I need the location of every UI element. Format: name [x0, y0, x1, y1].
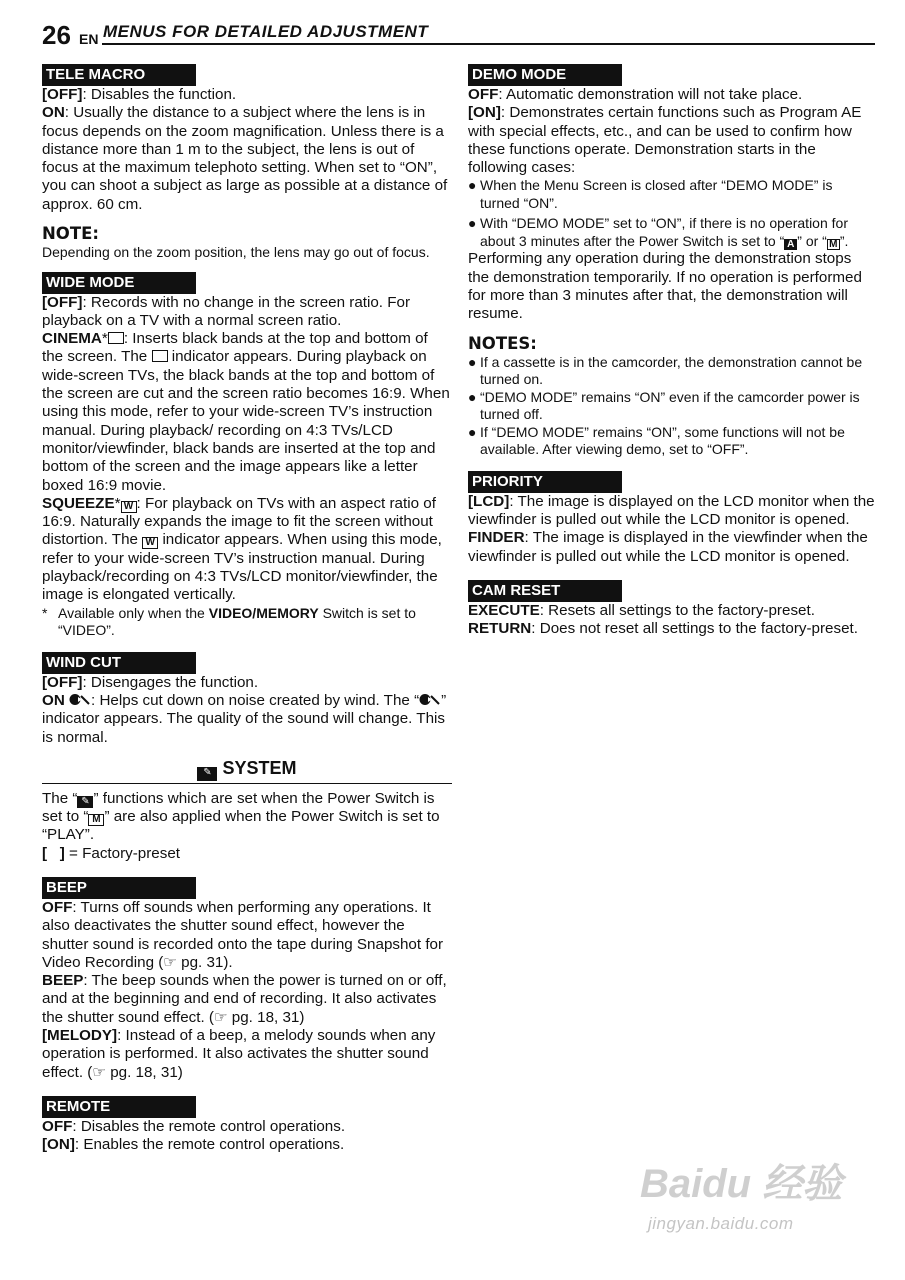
- note-text: Depending on the zoom position, the lens may go out of focus.: [42, 244, 430, 261]
- option-key: SQUEEZE: [42, 494, 115, 512]
- cam-reset-heading: CAM RESET: [468, 580, 622, 602]
- priority-finder: [468, 529, 876, 566]
- footnote: [42, 605, 452, 640]
- option-text: : Instead of a beep, a melody sounds when any operation is performed. It also activates the shutter sound effect. (☞ pg. 18, 31): [42, 1027, 436, 1081]
- beep-beep: [42, 972, 452, 1027]
- asterisk: *: [42, 604, 48, 621]
- header-rule: [102, 43, 875, 45]
- bullet-icon: ●: [468, 177, 477, 194]
- option-key: OFF: [468, 86, 499, 103]
- option-text: indicator appears. When using this mode, refer to your wide-screen TV’s instruction manual. During playback/recording on 4:3 TVs/LCD monitor/viewfinder, the image is elongated vertically.: [42, 531, 442, 604]
- option-key: [ON]: [42, 1136, 75, 1154]
- wide-mode-squeeze: [42, 495, 452, 605]
- wind-cut-on: [42, 692, 452, 747]
- right-column: [468, 64, 876, 638]
- option-text: : The image is displayed in the viewfinder when the viewfinder is pulled out while the LCD monitor is opened.: [468, 529, 868, 565]
- option-text: : Helps cut down on noise created by wind. The “: [91, 691, 420, 709]
- option-key: OFF: [42, 1117, 73, 1135]
- left-column: [42, 64, 452, 1155]
- watermark-url: jingyan.baidu.com: [648, 1214, 794, 1233]
- wind-cut-heading: WIND CUT: [42, 652, 196, 674]
- remote-off: [42, 1118, 452, 1136]
- demo-bullet: ● With “DEMO MODE” set to “ON”, if there is no operation for about 3 minutes after the Power Switch is set to “ A ” or “ M ”.: [468, 215, 849, 250]
- option-key: FINDER: [468, 529, 525, 547]
- cam-reset-return: [468, 620, 876, 638]
- footnote-text: Available only when the: [58, 604, 205, 621]
- tele-macro-heading: TELE MACRO: [42, 64, 196, 86]
- wide-mode-heading: WIDE MODE: [42, 272, 196, 294]
- asterisk: *: [114, 494, 121, 512]
- footnote-text: Switch is set to “VIDEO”.: [58, 604, 416, 639]
- legend-text: = Factory-preset: [64, 844, 180, 862]
- asterisk: *: [101, 330, 108, 348]
- wind-cut-off: [42, 674, 452, 692]
- remote-on: [42, 1136, 452, 1154]
- system-heading-text: SYSTEM: [222, 757, 297, 778]
- cam-reset-execute: [468, 602, 876, 620]
- page-number: 26: [42, 20, 71, 50]
- beep-heading: BEEP: [42, 877, 196, 899]
- option-key: [OFF]: [42, 673, 83, 691]
- note-heading: NOTE:: [42, 224, 99, 244]
- option-key: ON: [42, 691, 65, 709]
- option-key: [MELODY]: [42, 1027, 118, 1045]
- bullet-icon: ●: [468, 215, 477, 232]
- system-heading: [42, 757, 452, 784]
- option-text: : Enables the remote control operations.: [74, 1136, 345, 1154]
- squeeze-mode-icon: W: [142, 537, 158, 549]
- language-code: EN: [79, 31, 99, 47]
- option-key: ON: [42, 104, 65, 122]
- watermark-logo: Baidu 经验: [640, 1162, 843, 1206]
- beep-melody: [42, 1027, 452, 1082]
- remote-heading: REMOTE: [42, 1096, 196, 1118]
- option-text: : Usually the distance to a subject where the lens is in focus depends on the zoom magnification. Unless there is a distance more than 1 m to the subject, the lens is out of focus at the maximum telephoto setting. When set to “ON”, you can shoot a subject as large as possible at a distance of approx. 60 cm.: [42, 104, 448, 213]
- option-key: EXECUTE: [468, 601, 540, 619]
- option-key: [OFF]: [42, 293, 83, 311]
- squeeze-mode-icon: W: [121, 501, 137, 513]
- page-header: [42, 18, 875, 48]
- option-key: [ON]: [468, 104, 501, 122]
- demo-bullet: ● When the Menu Screen is closed after “DEMO MODE” is turned “ON”.: [468, 177, 833, 211]
- system-intro: The “ ✎ ” functions which are set when the Power Switch is set to “ M ” are also applied when the Power Switch is set to “PLAY”.: [42, 789, 440, 844]
- page-title: MENUS FOR DETAILED ADJUSTMENT: [103, 22, 429, 41]
- option-text: : Disengages the function.: [82, 673, 259, 691]
- option-text: : Demonstrates certain functions such as Program AE with special effects, etc., and can be used to confirm how these functions operate. Demonstration starts in the following cases:: [468, 104, 862, 177]
- priority-lcd: [468, 493, 876, 530]
- option-key: [LCD]: [468, 492, 510, 510]
- legend-key: [ ]: [42, 844, 65, 862]
- beep-off: [42, 899, 452, 972]
- option-text: : Automatic demonstration will not take place.: [498, 86, 803, 103]
- option-text: : The image is displayed on the LCD monitor when the viewfinder is pulled out while the LCD monitor is opened.: [468, 492, 875, 528]
- manual-mode-icon: M: [88, 814, 104, 826]
- option-text: indicator appears. During playback on wide-screen TVs, the black bands at the top and bottom of the screen are cut and the screen ratio becomes 16:9. When using this mode, refer to your wide-screen TV’s instruction manual. During playback/ recording on 4:3 TVs/LCD monitor/viewfinder, black bands are inserted at the top and bottom of the screen and the image appears like a letter boxed 16:9 movie.: [42, 348, 450, 494]
- option-text: : Inserts black bands at the top and bottom of the screen. The: [42, 330, 428, 366]
- tele-macro-on: [42, 104, 452, 214]
- option-key: [OFF]: [42, 86, 83, 103]
- demo-mode-off: [468, 86, 876, 104]
- system-menu-icon: ✎: [197, 767, 217, 781]
- note-item: ● If a cassette is in the camcorder, the demonstration cannot be turned on.: [468, 353, 863, 388]
- system-menu-icon: ✎: [77, 796, 93, 808]
- option-key: CINEMA: [42, 330, 102, 348]
- wind-cut-icon: [419, 693, 441, 706]
- option-text: : Disables the function.: [82, 86, 237, 103]
- option-text: : Resets all settings to the factory-preset.: [539, 601, 815, 619]
- wind-cut-icon: [69, 693, 91, 706]
- option-text: : Turns off sounds when performing any operations. It also deactivates the shutter sound effect, however the shutter sound is recorded onto the tape during Snapshot for Video Recording (☞ pg. 31).: [42, 899, 444, 971]
- option-key: RETURN: [468, 620, 532, 638]
- option-text: : The beep sounds when the power is turned on or off, and at the beginning and end of recording. It also activates the shutter sound effect. (☞ pg. 18, 31): [42, 972, 447, 1026]
- manual-mode-icon: M: [827, 239, 840, 250]
- wide-mode-cinema: [42, 330, 452, 495]
- bullet-icon: ●: [468, 353, 477, 370]
- note-item: ● If “DEMO MODE” remains “ON”, some functions will not be available. After viewing demo, set to “OFF”.: [468, 423, 845, 458]
- note-item: ● “DEMO MODE” remains “ON” even if the camcorder power is turned off.: [468, 388, 860, 423]
- footnote-switch: VIDEO/MEMORY: [208, 604, 319, 621]
- factory-preset-legend: [42, 845, 452, 863]
- option-text: : Does not reset all settings to the factory-preset.: [531, 620, 858, 638]
- option-text: ” indicator appears. The quality of the sound will change. This is normal.: [42, 691, 447, 746]
- option-text: : Records with no change in the screen ratio. For playback on a TV with a normal screen ratio.: [42, 293, 411, 329]
- demo-after-text: Performing any operation during the demonstration stops the demonstration temporarily. If no operation is performed for more than 3 minutes after that, the demonstration will resume.: [468, 250, 862, 323]
- wide-mode-off: [42, 294, 452, 331]
- auto-mode-icon: A: [784, 239, 797, 250]
- watermark: [640, 1150, 870, 1250]
- notes-heading: NOTES:: [468, 333, 537, 353]
- cinema-mode-icon: [152, 350, 168, 362]
- demo-mode-on: [468, 104, 876, 177]
- option-key: OFF: [42, 899, 73, 916]
- option-text: : For playback on TVs with an aspect ratio of 16:9. Naturally expands the image to fit the screen without distortion. The: [42, 494, 436, 549]
- cinema-mode-icon: [108, 332, 124, 344]
- tele-macro-off: [42, 86, 452, 104]
- bullet-icon: ●: [468, 423, 477, 440]
- option-text: : Disables the remote control operations.: [72, 1117, 346, 1135]
- option-key: BEEP: [42, 972, 84, 990]
- priority-heading: PRIORITY: [468, 471, 622, 493]
- demo-mode-heading: DEMO MODE: [468, 64, 622, 86]
- bullet-icon: ●: [468, 388, 477, 405]
